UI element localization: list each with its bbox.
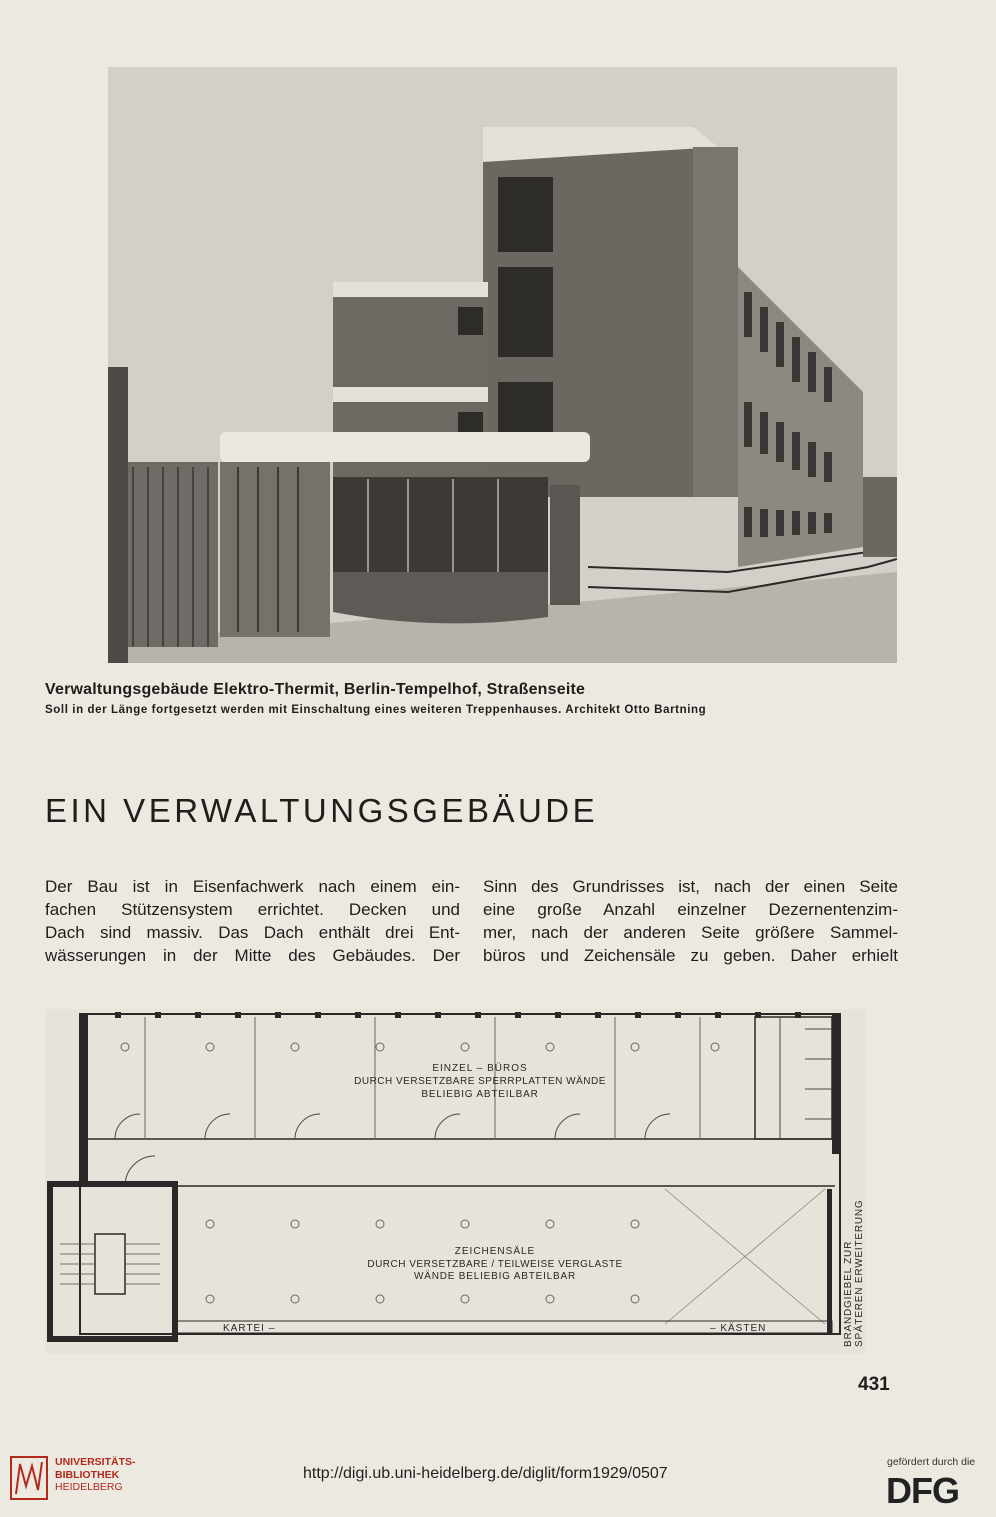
plan-kasten-label: – KÄSTEN — [710, 1323, 767, 1334]
photo-caption-title: Verwaltungsgebäude Elektro-Thermit, Berlin-Tempelhof, Straßenseite — [45, 681, 586, 698]
building-photo — [108, 67, 897, 663]
body-line: fachen Stützensystem errichtet. Decken und — [45, 900, 460, 919]
body-column-right — [483, 875, 898, 967]
library-name — [55, 1456, 136, 1494]
body-line: eine große Anzahl einzelner Dezernentenzim- — [483, 900, 898, 919]
body-line: büros und Zeichensäle zu geben. Daher erhielt — [483, 946, 898, 965]
plan-top-label-2: DURCH VERSETZBARE SPERRPLATTEN WÄNDE — [354, 1076, 606, 1087]
source-url-link[interactable]: http://digi.ub.uni-heidelberg.de/diglit/form1929/0507 — [303, 1465, 668, 1482]
body-line: Dach sind massiv. Das Dach enthält drei Ent- — [45, 923, 460, 942]
library-seal-icon — [10, 1456, 48, 1500]
plan-top-label-1: EINZEL – BÜROS — [432, 1063, 528, 1074]
library-name-line: HEIDELBERG — [55, 1481, 123, 1493]
funding-note: gefördert durch die — [887, 1456, 976, 1468]
body-line: wässerungen in der Mitte des Gebäudes. Der — [45, 946, 460, 965]
floor-plan — [45, 1009, 865, 1354]
body-line: mer, nach der anderen Seite größere Sammel- — [483, 923, 898, 942]
plan-top-label-3: BELIEBIG ABTEILBAR — [421, 1089, 539, 1100]
page-number: 431 — [858, 1374, 890, 1395]
plan-bottom-label-3: WÄNDE BELIEBIG ABTEILBAR — [413, 1271, 577, 1282]
plan-kartei-label: KARTEI – — [223, 1323, 276, 1334]
photo-caption-subtitle: Soll in der Länge fortgesetzt werden mit Einschaltung eines weiteren Treppenhauses. Architekt Otto Bartning — [45, 704, 707, 716]
plan-side-label-1: BRANDGIEBEL ZUR — [843, 1240, 854, 1347]
body-column-left — [45, 875, 460, 967]
library-name-line: UNIVERSITÄTS- — [55, 1456, 136, 1468]
plan-bottom-label-2: DURCH VERSETZBARE / TEILWEISE VERGLASTE — [367, 1259, 623, 1270]
body-line: Der Bau ist in Eisenfachwerk nach einem ein- — [45, 877, 460, 896]
plan-side-label-2: SPÄTEREN ERWEITERUNG — [854, 1199, 865, 1347]
dfg-logo: DFG — [886, 1470, 959, 1511]
library-name-line: BIBLIOTHEK — [55, 1468, 120, 1481]
body-line: Sinn des Grundrisses ist, nach der einen Seite — [483, 877, 898, 896]
article-heading: EIN VERWALTUNGSGEBÄUDE — [45, 792, 599, 829]
plan-bottom-label-1: ZEICHENSÄLE — [454, 1246, 536, 1257]
